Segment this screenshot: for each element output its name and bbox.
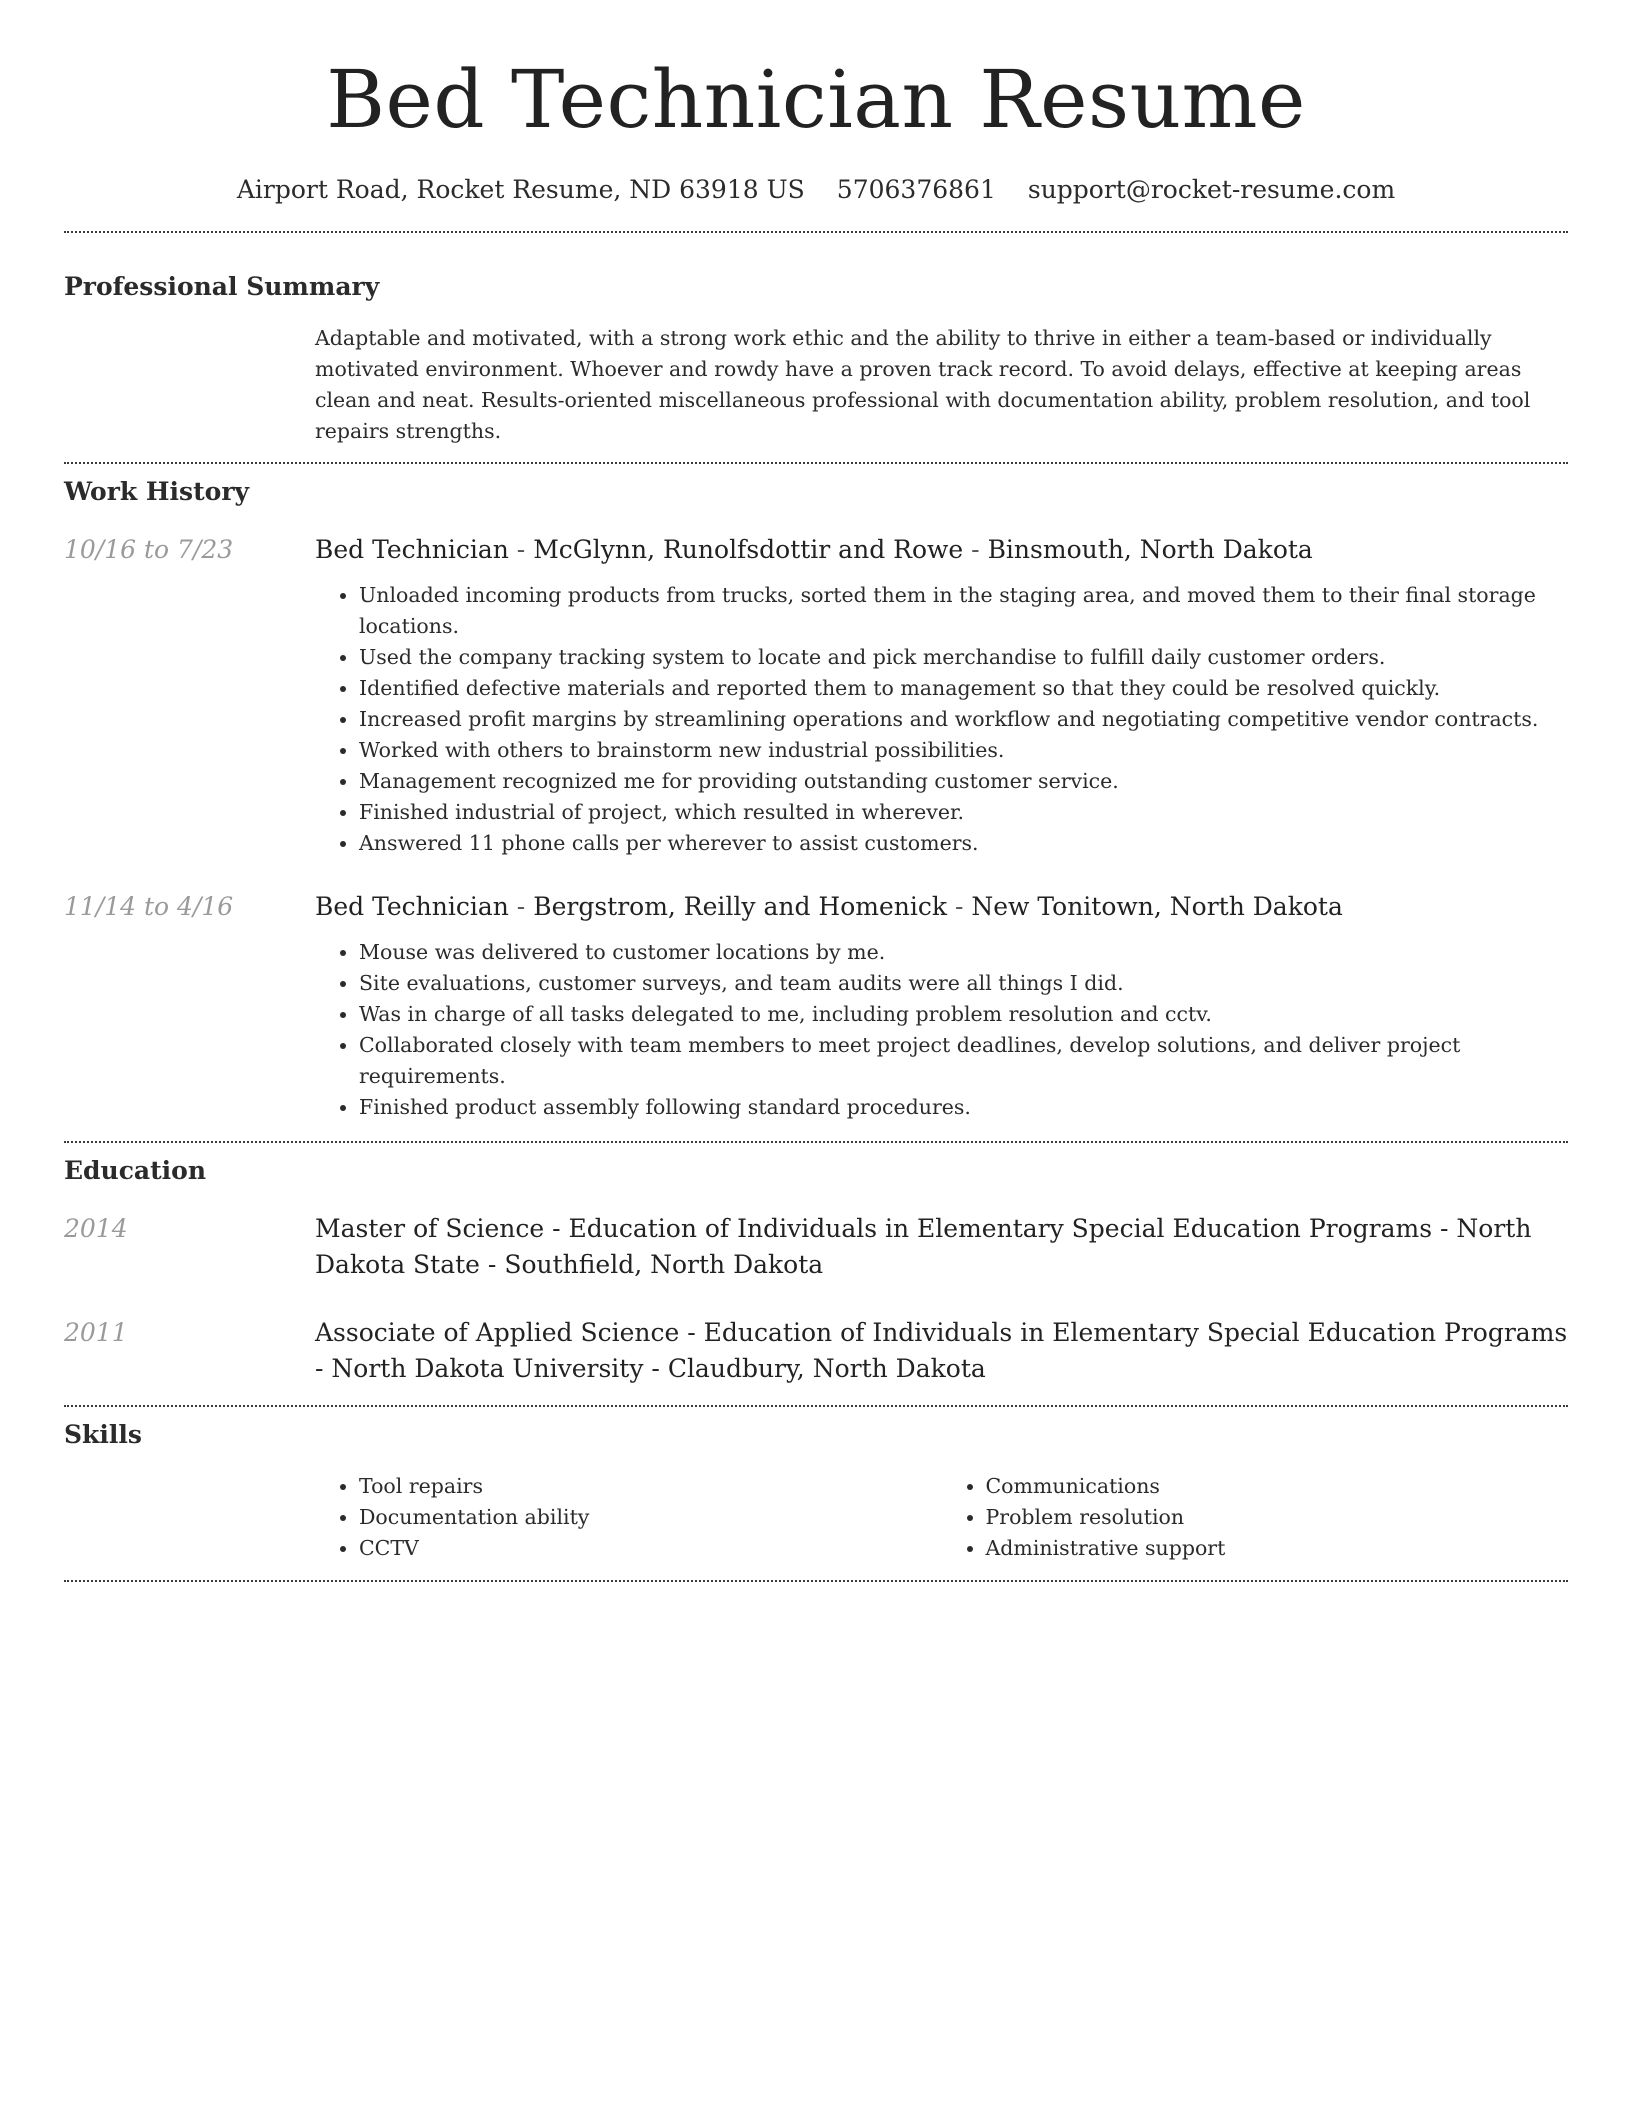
job-duties bbox=[315, 580, 1568, 859]
job-duty-item: • Used the company tracking system to locate and pick merchandise to fulfill daily customer orders. bbox=[359, 642, 1568, 673]
education-heading-line: Master of Science - Education of Individuals in Elementary Special Education Programs - North Dakota State - Southfield, North Dakota bbox=[315, 1214, 1532, 1279]
education-entry bbox=[64, 1211, 1568, 1283]
education-year: 2014 bbox=[64, 1214, 128, 1243]
job-duty-item: • Site evaluations, customer surveys, and team audits were all things I did. bbox=[359, 968, 1568, 999]
education-field: Education of Individuals in Elementary Special Education Programs bbox=[568, 1214, 1433, 1243]
job-duty-item: • Increased profit margins by streamlining operations and workflow and negotiating competitive vendor contracts. bbox=[359, 704, 1568, 735]
divider bbox=[64, 462, 1568, 464]
contact-phone: 5706376861 bbox=[836, 175, 996, 204]
resume-title: Bed Technician Resume bbox=[326, 53, 1306, 146]
job-duties bbox=[315, 937, 1568, 1123]
education-school: North Dakota University bbox=[331, 1354, 644, 1383]
job-location: New Tonitown, North Dakota bbox=[971, 892, 1343, 921]
skills-section bbox=[64, 1417, 1568, 1564]
job-duty-item: • Was in charge of all tasks delegated to me, including problem resolution and cctv. bbox=[359, 999, 1568, 1030]
job-duty-item: • Finished industrial of project, which resulted in wherever. bbox=[359, 797, 1568, 828]
divider bbox=[64, 1405, 1568, 1407]
education-field: Education of Individuals in Elementary Special Education Programs bbox=[703, 1318, 1568, 1347]
skill-item: • Communications bbox=[986, 1471, 1569, 1502]
skill-item: • Documentation ability bbox=[359, 1502, 942, 1533]
education-entry bbox=[64, 1315, 1568, 1387]
education-year: 2011 bbox=[64, 1318, 128, 1347]
education-degree: Master of Science bbox=[315, 1214, 545, 1243]
contact-line bbox=[64, 172, 1568, 208]
education-heading: Education bbox=[64, 1156, 207, 1185]
job-dates: 11/14 to 4/16 bbox=[64, 892, 234, 921]
education-section bbox=[64, 1153, 1568, 1387]
job-heading: Bed Technician - Bergstrom, Reilly and Homenick - New Tonitown, North Dakota bbox=[315, 892, 1343, 921]
contact-address: Airport Road, Rocket Resume, ND 63918 US bbox=[236, 175, 805, 204]
summary-heading: Professional Summary bbox=[64, 272, 380, 301]
job-dates: 10/16 to 7/23 bbox=[64, 535, 234, 564]
job-duty-item: • Identified defective materials and reported them to management so that they could be resolved quickly. bbox=[359, 673, 1568, 704]
contact-email: support@rocket-resume.com bbox=[1027, 175, 1396, 204]
job-title: Bed Technician bbox=[315, 892, 509, 921]
job-duty-item: • Answered 11 phone calls per wherever to assist customers. bbox=[359, 828, 1568, 859]
divider bbox=[64, 1580, 1568, 1582]
job-entry bbox=[64, 532, 1568, 859]
skill-item: • Administrative support bbox=[986, 1533, 1569, 1564]
divider bbox=[64, 1141, 1568, 1143]
education-heading-line: Associate of Applied Science - Education of Individuals in Elementary Special Education Programs - North Dakota University - Claudbury, North Dakota bbox=[315, 1318, 1568, 1383]
education-location: Southfield, North Dakota bbox=[504, 1250, 824, 1279]
job-title: Bed Technician bbox=[315, 535, 509, 564]
job-duty-item: • Management recognized me for providing outstanding customer service. bbox=[359, 766, 1568, 797]
education-degree: Associate of Applied Science bbox=[315, 1318, 680, 1347]
job-duty-item: • Unloaded incoming products from trucks, sorted them in the staging area, and moved them to their final storage locations. bbox=[359, 580, 1568, 642]
work-history-section bbox=[64, 474, 1568, 1123]
job-duty-item: • Finished product assembly following standard procedures. bbox=[359, 1092, 1568, 1123]
job-entry bbox=[64, 889, 1568, 1123]
divider bbox=[64, 231, 1568, 233]
education-location: Claudbury, North Dakota bbox=[667, 1354, 986, 1383]
job-company: McGlynn, Runolfsdottir and Rowe bbox=[533, 535, 964, 564]
job-duty-item: • Worked with others to brainstorm new industrial possibilities. bbox=[359, 735, 1568, 766]
job-company: Bergstrom, Reilly and Homenick bbox=[533, 892, 948, 921]
work-history-heading: Work History bbox=[64, 477, 250, 506]
summary-text: Adaptable and motivated, with a strong work ethic and the ability to thrive in either a team-based or individually motivated environment. Whoever and rowdy have a proven track record. To avoid delays, effective at keeping areas clean and neat. Results-oriented miscellaneous professional with documentation ability, problem resolution, and tool repairs strengths. bbox=[315, 326, 1531, 443]
summary-section bbox=[64, 269, 1568, 447]
skill-item: • Tool repairs bbox=[359, 1471, 942, 1502]
education-school: North Dakota State bbox=[315, 1214, 1532, 1279]
skill-item: • CCTV bbox=[359, 1533, 942, 1564]
skills-heading: Skills bbox=[64, 1420, 142, 1449]
job-location: Binsmouth, North Dakota bbox=[987, 535, 1313, 564]
job-duty-item: • Collaborated closely with team members to meet project deadlines, develop solutions, and deliver project requirements. bbox=[359, 1030, 1568, 1092]
skills-list-right bbox=[942, 1471, 1569, 1564]
skills-list-left bbox=[315, 1471, 942, 1564]
skill-item: • Problem resolution bbox=[986, 1502, 1569, 1533]
job-duty-item: • Mouse was delivered to customer locations by me. bbox=[359, 937, 1568, 968]
job-heading: Bed Technician - McGlynn, Runolfsdottir and Rowe - Binsmouth, North Dakota bbox=[315, 535, 1313, 564]
